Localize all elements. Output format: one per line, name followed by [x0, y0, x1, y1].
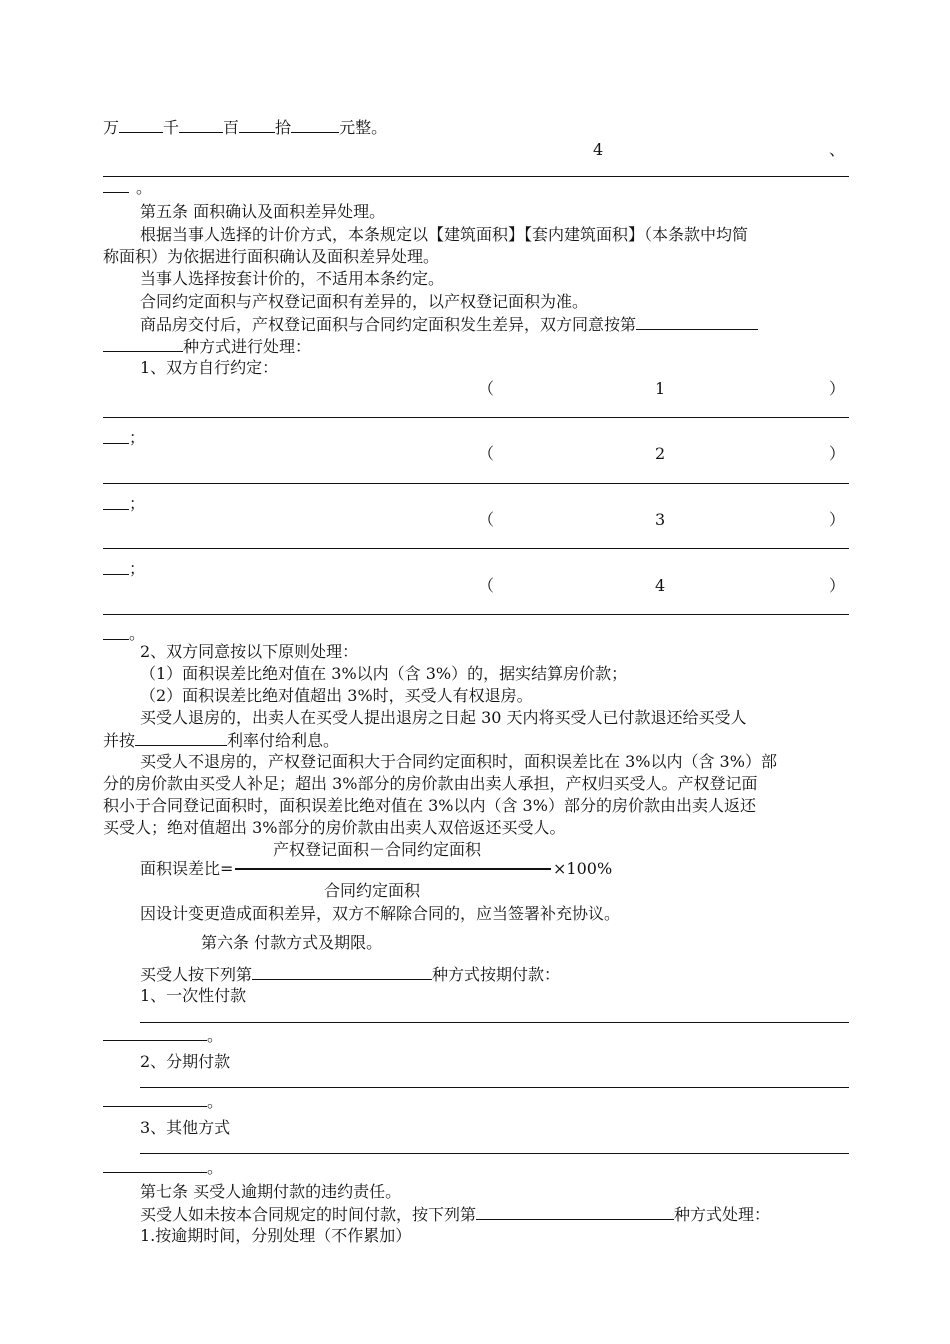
blank-payment-method[interactable]	[252, 963, 432, 980]
article6-title: 第六条 付款方式及期限。	[201, 933, 383, 952]
blank-late-method[interactable]	[476, 1203, 674, 1220]
formula-label: 面积误差比=	[140, 859, 234, 878]
refund-line-b	[103, 729, 339, 752]
payment-option-1: 1、一次性付款	[140, 986, 247, 1005]
unit-wan: 万	[103, 118, 120, 137]
article5-p4a-text: 商品房交付后，产权登记面积与合同约定面积发生差异，双方同意按第	[140, 315, 637, 334]
blank-shi[interactable]	[291, 116, 339, 133]
blank-method-a[interactable]	[636, 313, 758, 330]
blank-line-sub2[interactable]	[103, 483, 849, 484]
refund-line-b-text2: 利率付给利息。	[227, 731, 340, 750]
blank-qian[interactable]	[179, 116, 223, 133]
article6-intro-text-a: 买受人按下列第	[140, 965, 253, 984]
blank-line-sub1[interactable]	[103, 417, 849, 418]
keep-line-2: 分的房价款由买受人补足；超出 3%部分的房价款由出卖人承担，产权归买受人。产权登记面	[103, 774, 758, 793]
formula-denominator: 合同约定面积	[324, 881, 421, 900]
item4-separator: 、	[829, 140, 846, 159]
paren-open-3: （	[478, 510, 495, 529]
article7-item1: 1.按逾期时间，分别处理（不作累加）	[140, 1226, 412, 1245]
article5-p1b: 称面积）为依据进行面积确认及面积差异处理。	[103, 247, 440, 266]
article7-intro	[140, 1203, 770, 1226]
paren-open-1: （	[478, 379, 495, 398]
article5-p3: 合同约定面积与产权登记面积有差异的，以产权登记面积为准。	[140, 292, 589, 311]
article7-intro-text-a: 买受人如未按本合同规定的时间付款，按下列第	[140, 1205, 477, 1224]
design-change-line: 因设计变更造成面积差异，双方不解除合同的，应当签署补充协议。	[140, 904, 621, 923]
keep-line-4: 买受人；绝对值超出 3%部分的房价款由出卖人双倍返还买受人。	[103, 818, 566, 837]
option2-rule2: （2）面积误差比绝对值超出 3%时，买受人有权退房。	[140, 686, 533, 705]
semicolon-sub2: ；	[129, 494, 146, 513]
keep-line-3: 积小于合同登记面积时，面积误差比绝对值在 3%以内（含 3%）部分的房价款由出卖人返还	[103, 796, 756, 815]
unit-yuan: 元整。	[339, 118, 388, 137]
sub-number-1: 1	[655, 379, 666, 398]
refund-line-a: 买受人退房的，出卖人在买受人提出退房之日起 30 天内将买受人已付款退还给买受人	[140, 708, 747, 727]
blank-stub-pay1[interactable]	[103, 1040, 207, 1041]
article5-p2: 当事人选择按套计价的，不适用本条约定。	[140, 269, 445, 288]
paren-close-4: ）	[829, 576, 846, 595]
blank-stub-item4[interactable]	[103, 192, 129, 193]
payment-option-3: 3、其他方式	[140, 1118, 231, 1137]
blank-stub-pay2[interactable]	[103, 1106, 207, 1107]
unit-qian: 千	[163, 118, 180, 137]
blank-line-sub3[interactable]	[103, 548, 849, 549]
blank-stub-sub3[interactable]	[103, 574, 129, 575]
paren-close-1: ）	[829, 379, 846, 398]
unit-shi: 拾	[275, 118, 292, 137]
blank-interest-rate[interactable]	[135, 729, 227, 746]
blank-stub-pay3[interactable]	[103, 1172, 207, 1173]
blank-line-pay3[interactable]	[140, 1153, 849, 1154]
article5-title: 第五条 面积确认及面积差异处理。	[140, 202, 386, 221]
period-sub4: 。	[129, 624, 146, 643]
paren-open-4: （	[478, 576, 495, 595]
sub-number-2: 2	[655, 444, 666, 463]
article5-p4a	[140, 313, 758, 336]
sub-number-3: 3	[655, 510, 666, 529]
blank-wan[interactable]	[119, 116, 163, 133]
period-pay1: 。	[207, 1026, 224, 1045]
paren-open-2: （	[478, 444, 495, 463]
blank-line-sub4[interactable]	[103, 614, 849, 615]
paren-close-3: ）	[829, 510, 846, 529]
blank-line-pay2[interactable]	[140, 1087, 849, 1088]
payment-option-2: 2、分期付款	[140, 1052, 231, 1071]
blank-stub-sub4[interactable]	[103, 639, 129, 640]
sub-number-4: 4	[655, 576, 666, 595]
period-pay2: 。	[207, 1092, 224, 1111]
blank-stub-sub1[interactable]	[103, 443, 129, 444]
refund-line-b-text1: 并按	[103, 731, 136, 750]
formula-multiplier: ×100%	[553, 859, 613, 878]
unit-bai: 百	[223, 118, 240, 137]
item4-number: 4	[593, 140, 604, 159]
period-item4: 。	[136, 178, 153, 197]
article7-intro-text-b: 种方式处理：	[674, 1205, 771, 1224]
paren-close-2: ）	[829, 444, 846, 463]
blank-bai[interactable]	[239, 116, 275, 133]
article7-title: 第七条 买受人逾期付款的违约责任。	[140, 1182, 402, 1201]
blank-line-item4[interactable]	[103, 176, 849, 177]
semicolon-sub3: ；	[129, 559, 146, 578]
article5-p4b-text: 种方式进行处理：	[183, 337, 312, 356]
formula-fraction-bar	[235, 868, 551, 870]
amount-line	[103, 116, 387, 139]
semicolon-sub1: ；	[129, 428, 146, 447]
option2-rule1: （1）面积误差比绝对值在 3%以内（含 3%）的，据实结算房价款；	[140, 664, 628, 683]
period-pay3: 。	[207, 1158, 224, 1177]
article5-p1a: 根据当事人选择的计价方式，本条规定以【建筑面积】【套内建筑面积】（本条款中均简	[140, 225, 749, 244]
blank-method-b[interactable]	[103, 335, 183, 352]
option1-heading: 1、双方自行约定：	[140, 358, 279, 377]
blank-line-pay1[interactable]	[140, 1022, 849, 1023]
article6-intro	[140, 963, 560, 986]
blank-stub-sub2[interactable]	[103, 509, 129, 510]
article5-p4b	[103, 335, 311, 358]
article6-intro-text-b: 种方式按期付款：	[432, 965, 561, 984]
option2-heading: 2、双方同意按以下原则处理：	[140, 642, 359, 661]
keep-line-1: 买受人不退房的，产权登记面积大于合同约定面积时，面积误差比在 3%以内（含 3%）部	[140, 752, 777, 771]
formula-numerator: 产权登记面积－合同约定面积	[273, 840, 482, 859]
